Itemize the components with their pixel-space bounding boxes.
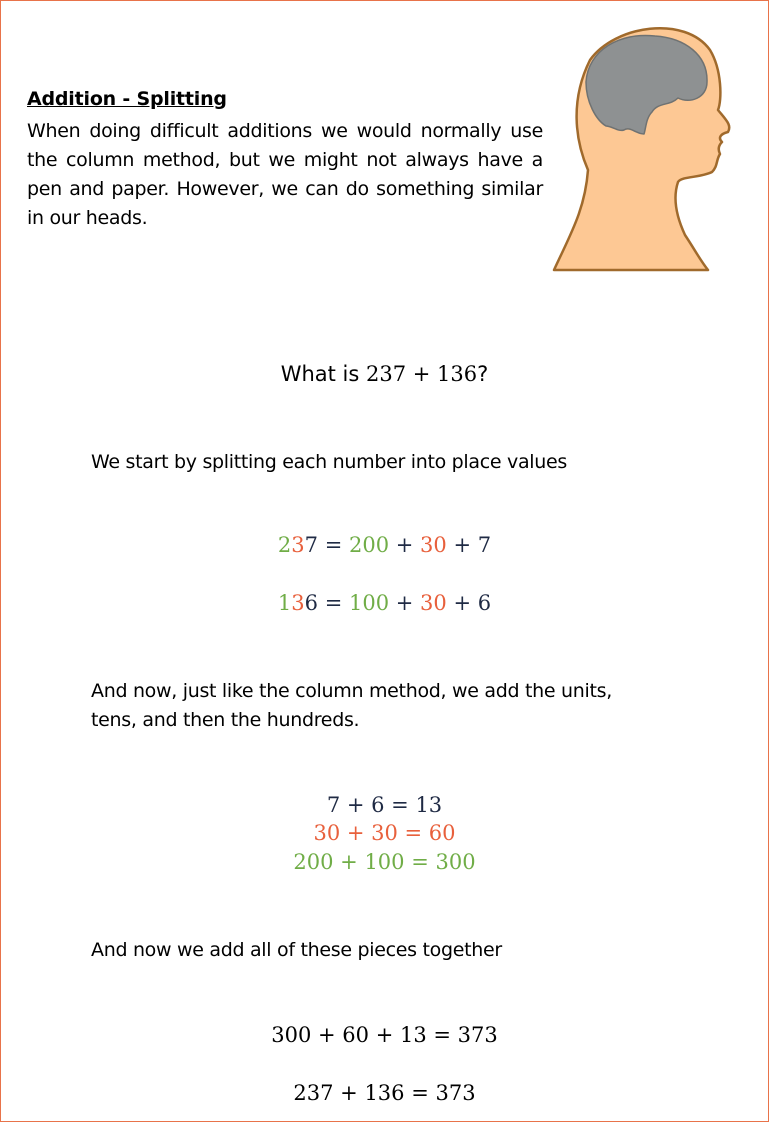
step3-text: And now we add all of these pieces together: [91, 939, 502, 961]
equals: =: [318, 533, 349, 557]
units-part: 7: [477, 533, 492, 557]
step1-text: We start by splitting each number into place values: [91, 451, 568, 473]
total-sum: 300 + 60 + 13 = 373: [271, 1023, 498, 1047]
step2-text: And now, just like the column method, we add the units, tens, and then the hundreds.: [91, 680, 612, 731]
units-digit: 6: [304, 591, 319, 615]
tens-part: 30: [420, 533, 447, 557]
equals: =: [318, 591, 349, 615]
plus: +: [389, 533, 421, 557]
tens-digit: 3: [291, 591, 305, 615]
plus: +: [446, 533, 478, 557]
hundreds-sum: 200 + 100 = 300: [293, 850, 476, 874]
tens-sum: 30 + 30 = 60: [313, 821, 456, 845]
tens-part: 30: [420, 591, 447, 615]
units-sum: 7 + 6 = 13: [326, 793, 443, 817]
tens-digit: 3: [291, 533, 305, 557]
page-title: Addition - Splitting: [27, 88, 227, 110]
hundreds-digit: 2: [277, 533, 292, 557]
split-equation-1: [0, 533, 769, 557]
question: [0, 362, 769, 386]
units-part: 6: [477, 591, 492, 615]
plus: +: [389, 591, 421, 615]
hundreds-part: 100: [348, 591, 390, 615]
question-prefix: What is: [280, 362, 367, 386]
final-answer: 237 + 136 = 373: [293, 1081, 476, 1105]
plus: +: [446, 591, 478, 615]
intro-paragraph: When doing difficult additions we would normally use the column method, but we might not always have a pen and paper. However, we can do something similar in our heads.: [27, 120, 543, 229]
head-with-brain-icon: [550, 20, 736, 274]
units-digit: 7: [304, 533, 319, 557]
split-equation-2: [0, 591, 769, 615]
hundreds-digit: 1: [277, 591, 292, 615]
question-expression: 237 + 136: [366, 362, 478, 386]
hundreds-part: 200: [348, 533, 390, 557]
question-suffix: ?: [477, 362, 489, 386]
